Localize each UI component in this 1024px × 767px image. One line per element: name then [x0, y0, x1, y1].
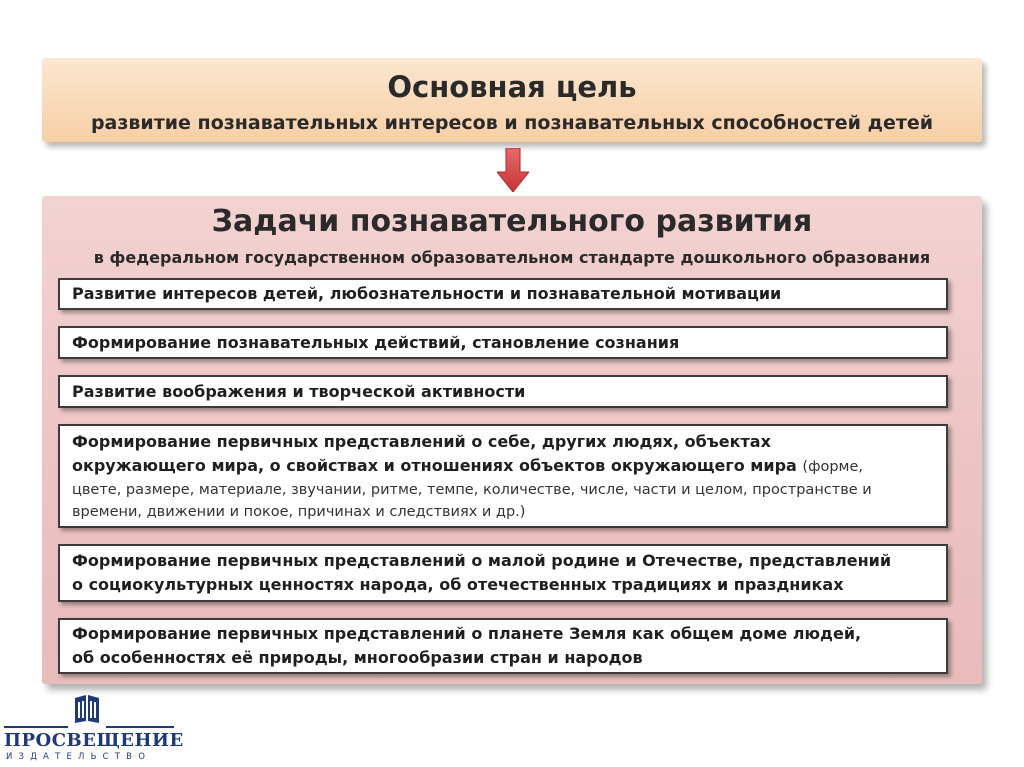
task-item-planet: [58, 618, 948, 674]
task-item-line: цвете, размере, материале, звучании, ритме, темпе, количестве, числе, части и целом, пространстве и: [72, 481, 872, 498]
task-item-text: Развитие интересов детей, любознательности и познавательной мотивации: [72, 284, 782, 303]
tasks-title: Задачи познавательного развития: [211, 204, 813, 239]
task-item-actions: [58, 326, 948, 359]
task-item-line: времени, движении и покое, причинах и следствиях и др.): [72, 503, 526, 520]
logo-tagline: ИЗДАТЕЛЬСТВО: [6, 752, 152, 762]
logo-name: ПРОСВЕЩЕНИЕ: [4, 730, 184, 751]
task-item-interests: [58, 278, 948, 310]
task-item-line: Формирование первичных представлений о малой родине и Отечестве, представлений: [72, 551, 892, 570]
task-item-text: Развитие воображения и творческой активности: [72, 381, 526, 401]
tasks-box: [42, 196, 982, 684]
tasks-subtitle: в федеральном государственном образовательном стандарте дошкольного образования: [93, 248, 931, 267]
task-item-homeland: [58, 544, 948, 602]
main-goal-title: Основная цель: [387, 70, 637, 104]
task-item-line: об особенностях её природы, многообразии стран и народов: [72, 648, 643, 667]
task-item-text: Формирование познавательных действий, становление сознания: [72, 332, 680, 352]
main-goal-box: [42, 58, 982, 142]
task-item-line: о социокультурных ценностях народа, об отечественных традициях и праздниках: [72, 575, 844, 594]
task-item-line: Формирование первичных представлений о себе, других людях, объектах: [72, 431, 771, 451]
logo-divider: [106, 726, 174, 728]
task-item-world-representations: [58, 424, 948, 528]
logo-divider: [4, 726, 68, 728]
task-item-note: (форме,: [802, 458, 864, 475]
book-columns-icon: [72, 694, 102, 724]
main-goal-subtitle: развитие познавательных интересов и познавательных способностей детей: [90, 112, 934, 134]
task-item-imagination: [58, 375, 948, 408]
task-item-line: окружающего мира, о свойствах и отношениях объектов окружающего мира (форме,: [72, 455, 864, 475]
task-item-line: Формирование первичных представлений о планете Земля как общем доме людей,: [72, 624, 862, 643]
publisher-logo: [0, 690, 184, 767]
down-arrow-icon: [497, 148, 529, 192]
